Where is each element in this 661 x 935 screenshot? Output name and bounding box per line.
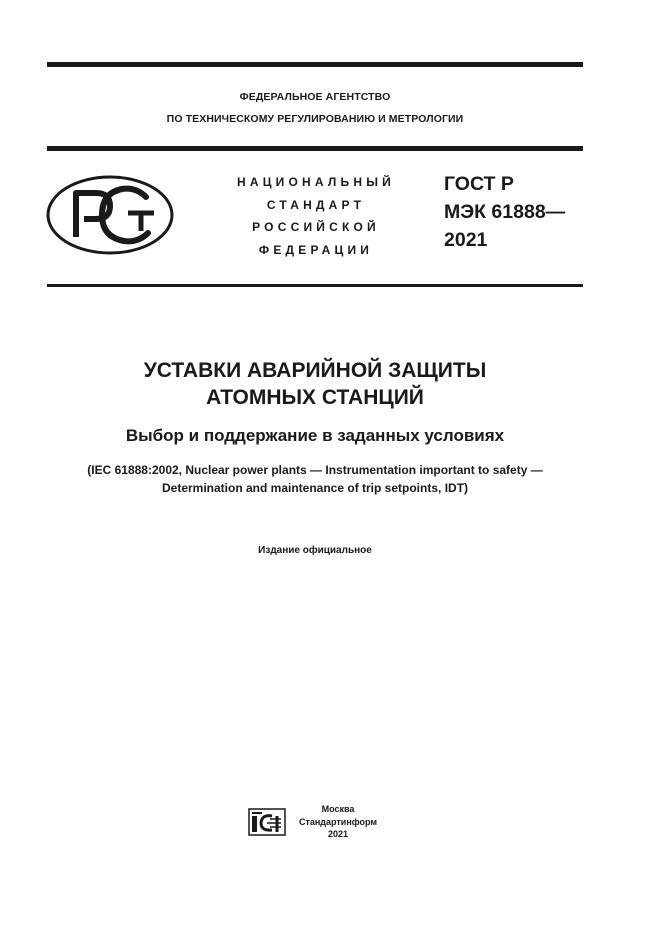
top-rule xyxy=(47,62,583,67)
national-line-4: ФЕДЕРАЦИИ xyxy=(258,242,374,257)
standard-designation xyxy=(444,170,565,254)
publisher-year: 2021 xyxy=(327,829,349,839)
title-block-rule xyxy=(47,284,583,287)
header-rule xyxy=(47,146,583,151)
original-line-2: Determination and maintenance of trip setpoints, IDT) xyxy=(161,481,469,495)
certification-logo-icon xyxy=(46,175,174,255)
publisher-logo-icon xyxy=(248,808,286,836)
national-standard-label xyxy=(213,171,419,261)
publisher-name: Стандартинформ xyxy=(298,816,378,827)
designation-line-1: ГОСТ Р xyxy=(444,173,514,195)
designation-line-2: МЭК 61888— xyxy=(444,201,566,223)
original-line-1: (IEC 61888:2002, Nuclear power plants — Instrumentation important to safety — xyxy=(87,463,543,477)
title-line-1: УСТАВКИ АВАРИЙНОЙ ЗАЩИТЫ xyxy=(143,359,487,382)
national-line-3: РОССИЙСКОЙ xyxy=(252,220,380,234)
original-standard-reference xyxy=(20,461,610,497)
subtitle: Выбор и поддержание в заданных условиях xyxy=(125,426,505,445)
designation-line-3: 2021 xyxy=(444,229,488,251)
edition-label: Издание официальное xyxy=(258,545,372,556)
title-line-2: АТОМНЫХ СТАНЦИЙ xyxy=(206,386,424,409)
national-line-1: НАЦИОНАЛЬНЫЙ xyxy=(236,175,396,189)
publisher-city: Москва xyxy=(321,804,355,814)
agency-line-2: ПО ТЕХНИЧЕСКОМУ РЕГУЛИРОВАНИЮ И МЕТРОЛОГИИ xyxy=(166,113,464,125)
agency-line-1: ФЕДЕРАЛЬНОЕ АГЕНТСТВО xyxy=(239,91,391,103)
national-line-2: СТАНДАРТ xyxy=(266,197,366,212)
publisher-block xyxy=(293,803,383,841)
